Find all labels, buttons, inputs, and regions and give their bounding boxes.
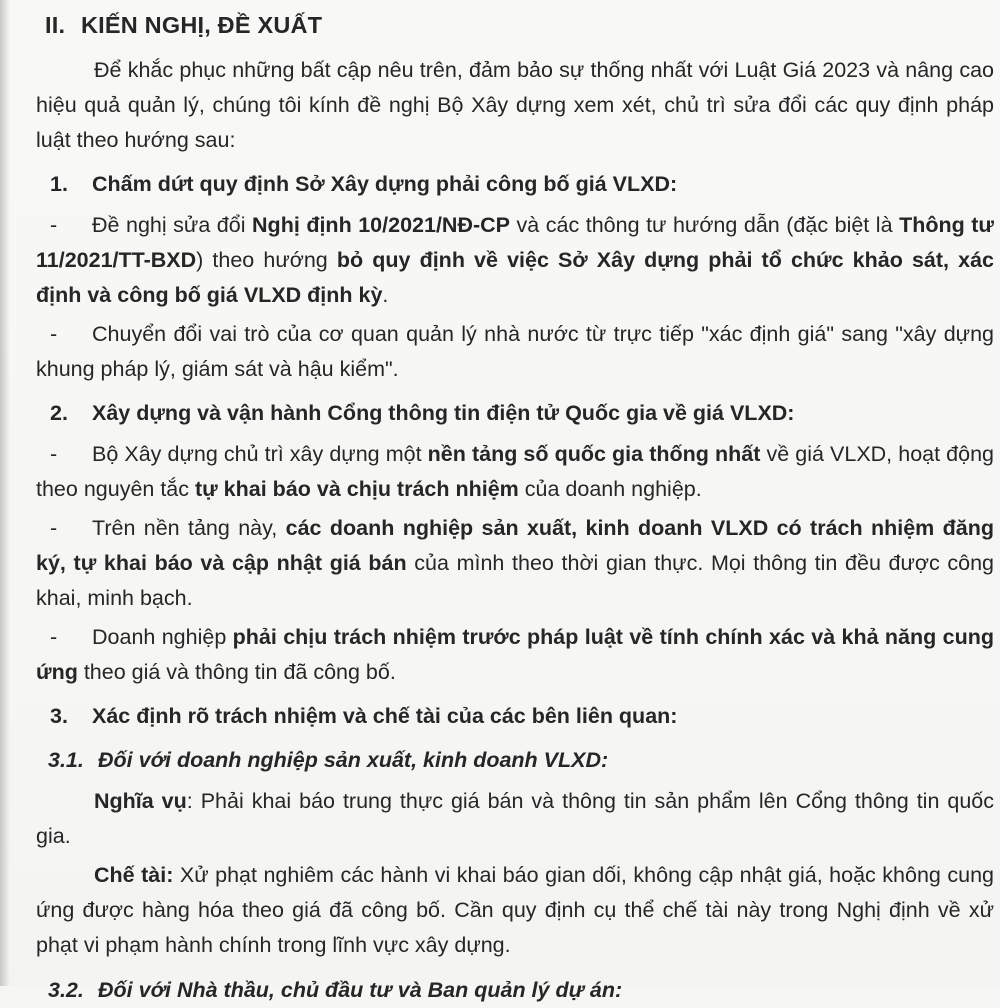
numbered-heading-3 [36, 699, 994, 734]
bullet-item [36, 208, 994, 313]
text-run: Xây dựng và vận hành Cổng thông tin điện tử Quốc gia về giá VLXD: [92, 401, 795, 425]
body-paragraph [36, 858, 994, 963]
text-run: về giá VLXD, hoạt động theo nguyên tắc [36, 442, 995, 501]
bullet-item [36, 437, 994, 507]
text-run: Bộ Xây dựng chủ trì xây dựng một [92, 442, 428, 466]
body-paragraph [36, 784, 994, 854]
text-run: các doanh nghiệp sản xuất, kinh doanh VLXD có trách nhiệm đăng ký, tự khai báo và cập nhật giá bán [36, 516, 995, 575]
text-run: Chấm dứt quy định Sở Xây dựng phải công bố giá VLXD: [92, 172, 678, 196]
section-heading [36, 8, 994, 43]
text-run: ) theo hướng [196, 248, 337, 272]
scan-edge-shadow [0, 0, 10, 986]
text-run: Để khắc phục những bất cập nêu trên, đảm bảo sự thống nhất với Luật Giá 2023 và nâng cao hiệu quả quản lý, chúng tôi kính đề nghị Bộ Xây dựng xem xét, chủ trì sửa đổi các quy định pháp luật theo hướng sau: [36, 58, 994, 152]
text-run: KIẾN NGHỊ, ĐỀ XUẤT [81, 12, 323, 38]
list-number: 2. [50, 401, 68, 425]
numbered-heading-1 [36, 167, 994, 202]
text-run: bỏ quy định về việc Sở Xây dựng phải tổ chức khảo sát, xác định và công bố giá VLXD định kỳ [36, 248, 994, 307]
list-number: 3.1. [48, 748, 84, 772]
text-run: Chuyển đổi vai trò của cơ quan quản lý nhà nước từ trực tiếp "xác định giá" sang "xây dựng khung pháp lý, giám sát và hậu kiểm". [36, 322, 994, 381]
text-run: Đối với Nhà thầu, chủ đầu tư và Ban quản lý dự án: [98, 978, 623, 1002]
numbered-heading-2 [36, 396, 994, 431]
text-run: . [382, 283, 389, 307]
list-number: 3.2. [48, 978, 84, 1002]
text-run: Đề nghị sửa đổi [92, 213, 253, 237]
text-run: theo giá và thông tin đã công bố. [77, 660, 396, 684]
text-run: của mình theo thời gian thực. Mọi thông tin đều được công khai, minh bạch. [36, 551, 995, 610]
intro-paragraph [36, 53, 994, 158]
text-run: của doanh nghiệp. [518, 477, 702, 501]
list-number: - [50, 625, 58, 649]
list-number: 1. [50, 172, 68, 196]
text-run: và các thông tư hướng dẫn (đặc biệt là [510, 213, 900, 237]
text-run: Trên nền tảng này, [92, 516, 286, 540]
list-number: - [50, 213, 58, 237]
sub-heading-3-1 [36, 743, 994, 778]
list-number: 3. [50, 704, 68, 728]
text-run: Nghĩa vụ [94, 789, 187, 813]
text-run: Nghị định 10/2021/NĐ-CP [252, 213, 510, 237]
list-number: - [50, 322, 58, 346]
text-run: phải chịu trách nhiệm trước pháp luật về tính chính xác và khả năng cung ứng [36, 625, 994, 684]
list-number: - [50, 516, 58, 540]
list-number: II. [45, 12, 66, 38]
bullet-item [36, 511, 994, 616]
bullet-item [36, 317, 994, 387]
text-run: Đối với doanh nghiệp sản xuất, kinh doanh VLXD: [98, 748, 609, 772]
text-run: nền tảng số quốc gia thống nhất [427, 442, 761, 466]
text-run: Doanh nghiệp [92, 625, 233, 649]
text-run: Thông tư 11/2021/TT-BXD [36, 213, 994, 272]
list-number: - [50, 442, 58, 466]
bullet-item [36, 620, 994, 690]
text-run: : Phải khai báo trung thực giá bán và thông tin sản phẩm lên Cổng thông tin quốc gia. [36, 789, 994, 848]
text-run: Xử phạt nghiêm các hành vi khai báo gian dối, không cập nhật giá, hoặc không cung ứng được hàng hóa theo giá đã công bố. Cần quy định cụ thể chế tài này trong Nghị định về xử phạt vi phạm hành chính trong lĩnh vực xây dựng. [36, 863, 994, 957]
text-run: Xác định rõ trách nhiệm và chế tài của các bên liên quan: [92, 704, 678, 728]
text-run: Chế tài: [94, 863, 174, 887]
document-body [36, 8, 995, 1002]
clipped-bottom-line [36, 973, 994, 1002]
text-run: tự khai báo và chịu trách nhiệm [194, 477, 519, 501]
